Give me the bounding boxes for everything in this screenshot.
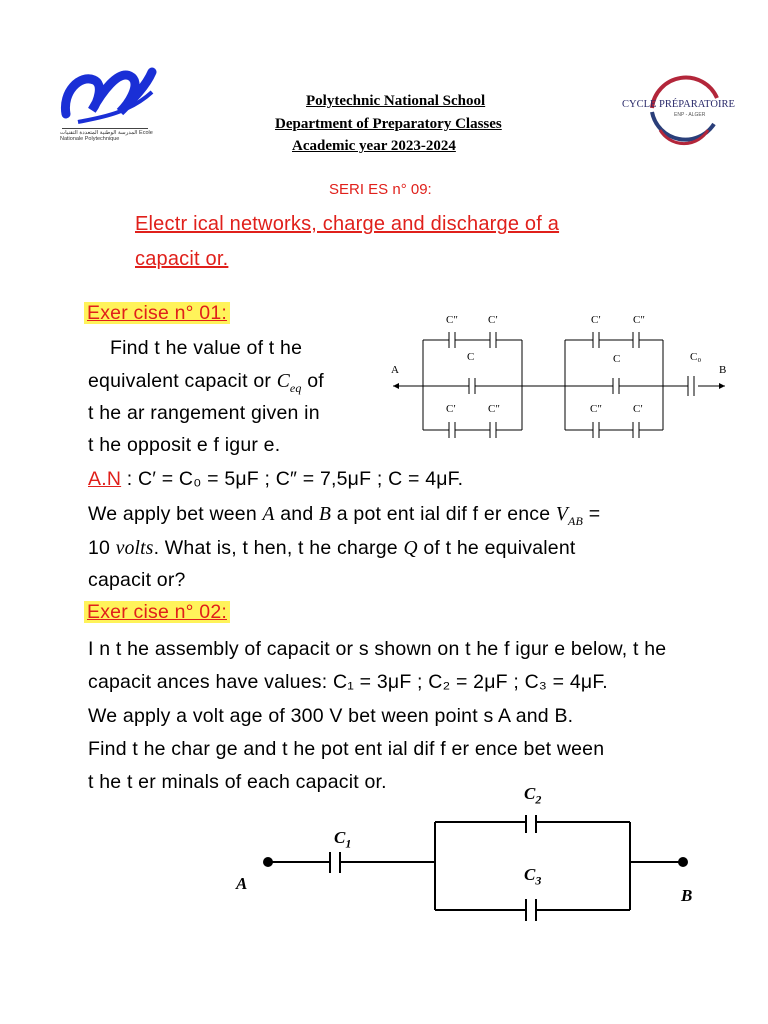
- c2-label-c3: $C_3$: [524, 865, 542, 888]
- ex1-question-2: 10 volts. What is, t hen, t he charge Q of t he equivalent: [88, 537, 576, 559]
- cycle-preparatoire-sub: ENP - ALGER: [674, 112, 706, 118]
- enp-logo-text: المدرسة الوطنية المتعددة التقنيات Ecole Nationale Polytechnique: [60, 130, 153, 142]
- exercise-1-heading: [84, 302, 230, 325]
- c1-label-B: B: [719, 364, 727, 376]
- c1-label-c2-d: C″: [590, 403, 602, 415]
- ex1-line-4: t he opposit e f igur e.: [88, 434, 281, 456]
- ex1-an-line: [88, 468, 463, 491]
- q2c: of t he equivalent: [417, 537, 576, 559]
- subject-line-2: capacit or.: [135, 248, 229, 270]
- ex1-question-1: We apply bet ween A and B a pot ent ial dif f er ence $V_{AB}$ =: [88, 503, 601, 528]
- ex2-line-2: capacit ances have values: C₁ = 3μF ; C₂ = 2μF ; C₃ = 4μF.: [88, 671, 608, 693]
- an-label: A.N: [88, 468, 122, 490]
- c1-label-c-a: C: [467, 351, 475, 363]
- q1c: a pot ent ial dif f er ence: [331, 503, 556, 525]
- cycle-preparatoire-logo: [622, 72, 742, 152]
- an-values: : C′ = C₀ = 5μF ; C″ = 7,5μF ; C = 4μF.: [121, 468, 464, 490]
- c2-label-c1: $C_1$: [334, 828, 352, 851]
- academic-year: Academic year 2023-2024: [292, 138, 456, 154]
- ex1-question-3: capacit or?: [88, 569, 186, 591]
- ex2-line-5: t he t er minals of each capacit or.: [88, 771, 387, 793]
- department-name: Department of Preparatory Classes: [275, 116, 502, 132]
- circuit-2-diagram: [255, 815, 700, 930]
- subject-line-1: Electr ical networks, charge and discharge of a: [135, 213, 560, 235]
- c2-label-A: A: [236, 874, 248, 893]
- c1-label-c0: C₀: [690, 351, 702, 363]
- cycle-preparatoire-title: CYCLE PRÉPARATOIRE: [622, 99, 735, 110]
- ex1-line-1: Find t he value of t he: [110, 337, 303, 359]
- c1-label-c1-d: C′: [633, 403, 643, 415]
- c2-label-c2: $C_2$: [524, 784, 542, 807]
- ex1-line-2b: of: [301, 370, 324, 392]
- ex2-line-1: I n t he assembly of capacit or s shown on t he f igur e below, t he: [88, 638, 667, 660]
- q2a: 10: [88, 537, 116, 559]
- c1-label-c2-c: C″: [633, 314, 645, 326]
- exercise-2-heading-text: Exer cise n° 02:: [84, 601, 230, 623]
- c2-label-B: B: [681, 886, 693, 905]
- circuit-1-diagram: [385, 312, 735, 442]
- q1b: and: [274, 503, 320, 525]
- exercise-1-heading-text: Exer cise n° 01:: [84, 302, 230, 324]
- ex1-line-2: [88, 370, 324, 396]
- enp-logo: [58, 62, 158, 144]
- c1-label-c2-b: C″: [488, 403, 500, 415]
- c1-label-c1-b: C′: [446, 403, 456, 415]
- c1-label-c2-a: C″: [446, 314, 458, 326]
- q1a: We apply bet ween: [88, 503, 263, 525]
- c1-label-c-b: C: [613, 353, 621, 365]
- ex1-line-3: t he ar rangement given in: [88, 402, 320, 424]
- q2b: . What is, t hen, t he charge: [153, 537, 404, 559]
- ex2-line-3: We apply a volt age of 300 V bet ween point s A and B.: [88, 705, 574, 727]
- school-name: Polytechnic National School: [306, 93, 486, 109]
- exercise-2-heading: [84, 601, 230, 624]
- c1-label-c1-a: C′: [488, 314, 498, 326]
- ex1-line-2a: equivalent capacit or: [88, 370, 277, 392]
- q1d: =: [583, 503, 601, 525]
- c1-label-c1-c: C′: [591, 314, 601, 326]
- c1-label-A: A: [391, 364, 399, 376]
- series-number: SERI ES n° 09:: [329, 181, 432, 198]
- ex2-line-4: Find t he char ge and t he pot ent ial dif f er ence bet ween: [88, 738, 605, 760]
- ceq-symbol: $C_{eq}$: [276, 371, 302, 395]
